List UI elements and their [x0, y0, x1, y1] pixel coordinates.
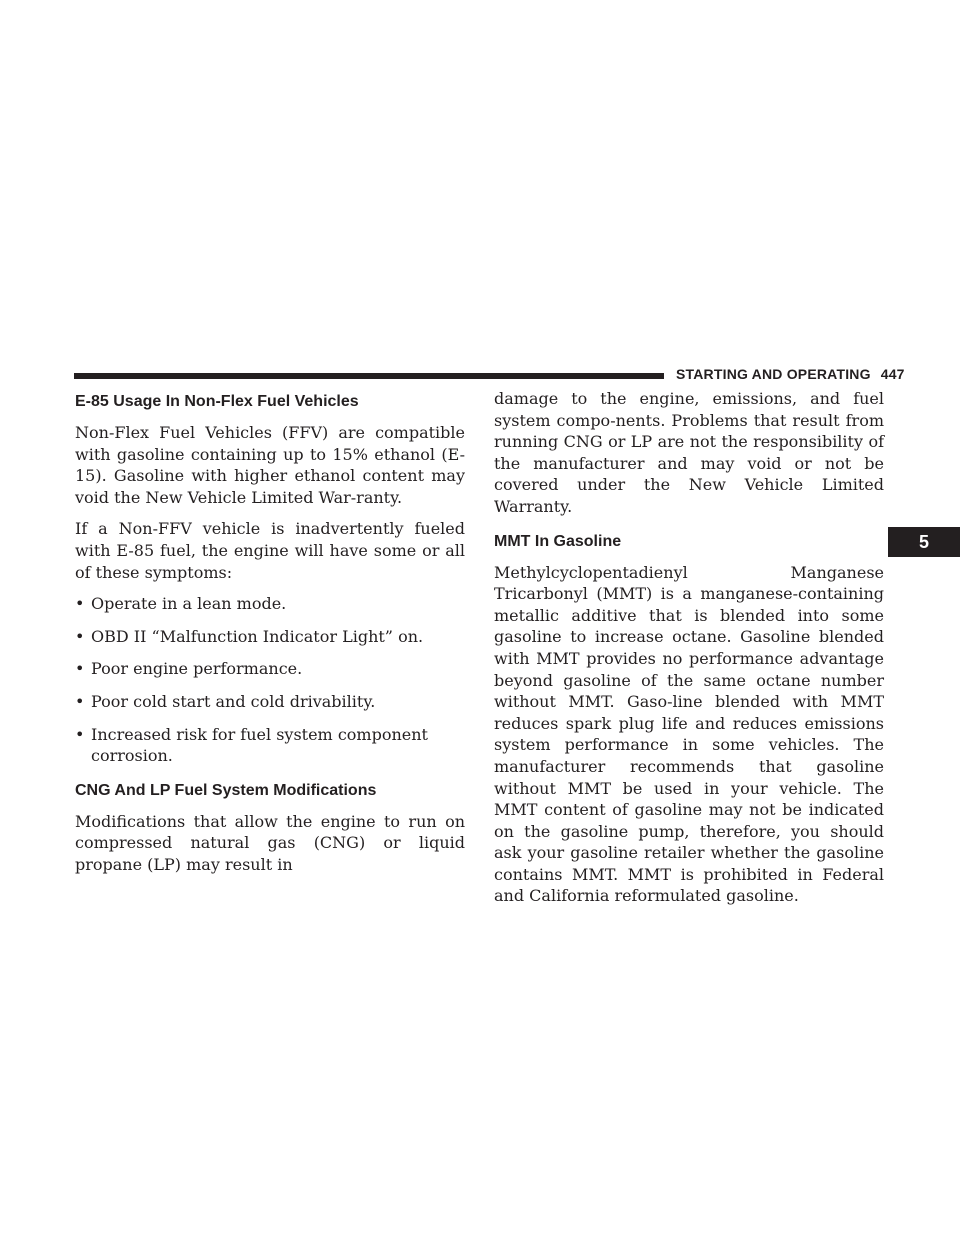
- left-column: [75, 392, 465, 886]
- bullet-icon: •: [75, 594, 85, 614]
- paragraph-cng-lp-start: Modifications that allow the engine to run on compressed natural gas (CNG) or liquid propane (LP) may result in: [75, 811, 465, 874]
- paragraph-cng-lp-continued: damage to the engine, emissions, and fuel system compo-nents. Problems that result from running CNG or LP are not the responsibility of the manufacturer and may void or not be covered under the New Vehicle Limited Warranty.: [494, 389, 884, 516]
- heading-e85-usage: E-85 Usage In Non-Flex Fuel Vehicles: [75, 393, 359, 410]
- header-rule: [74, 373, 664, 379]
- bullet-icon: •: [75, 626, 85, 646]
- bullet-icon: •: [75, 691, 85, 711]
- right-column: [494, 388, 884, 917]
- running-header: [676, 366, 905, 382]
- list-item: • Poor cold start and cold drivability.: [75, 691, 376, 711]
- chapter-tab: 5: [888, 527, 960, 557]
- list-item: • Increased risk for fuel system component corrosion.: [75, 724, 428, 766]
- list-item: • Poor engine performance.: [75, 659, 303, 679]
- heading-cng-lp-modifications: CNG And LP Fuel System Modifications: [75, 781, 377, 799]
- paragraph-mmt: Methylcyclopentadienyl Manganese Tricarbonyl (MMT) is a manganese-containing metallic additive that is blended into some gasoline to increase octane. Gasoline blended with MMT provides no performance advantage beyond gasoline of the same octane number without MMT. Gaso-line blended with MMT reduces spark plug life and reduces emissions system performance in some vehicles. The manufacturer recommends that gasoline without MMT be used in your vehicle. The MMT content of gasoline may not be indicated on the gasoline pump, therefore, you should ask your gasoline retailer whether the gasoline contains MMT. MMT is prohibited in Federal and California reformulated gasoline.: [494, 562, 884, 906]
- bullet-icon: •: [75, 659, 85, 679]
- list-item: • Operate in a lean mode.: [75, 594, 287, 614]
- paragraph-e85-symptoms-intro: If a Non-FFV vehicle is inadvertently fueled with E-85 fuel, the engine will have some or all of these symptoms:: [75, 519, 465, 582]
- symptom-list: [75, 593, 465, 767]
- paragraph-ffv-compatibility: Non-Flex Fuel Vehicles (FFV) are compatible with gasoline containing up to 15% ethanol (E-15). Gasoline with higher ethanol content may void the New Vehicle Limited War-ranty.: [75, 423, 465, 507]
- list-item: • OBD II “Malfunction Indicator Light” on.: [75, 626, 424, 646]
- heading-mmt-in-gasoline: MMT In Gasoline: [494, 532, 622, 550]
- bullet-icon: •: [75, 724, 85, 744]
- page-number: 447: [880, 366, 905, 382]
- section-title: STARTING AND OPERATING: [676, 366, 871, 382]
